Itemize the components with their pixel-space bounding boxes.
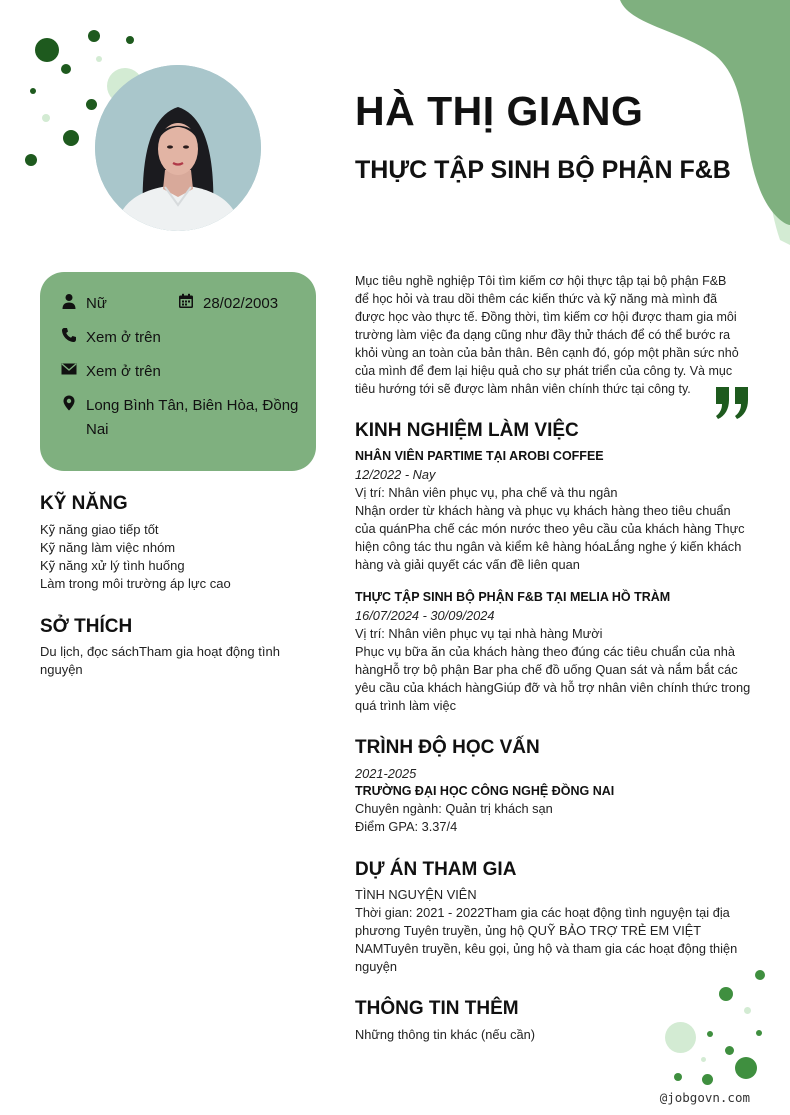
decorative-dot: [719, 987, 733, 1001]
address-value: [86, 394, 298, 442]
decorative-dot: [61, 64, 71, 74]
list-item: Kỹ năng làm việc nhóm: [40, 540, 176, 555]
list-item: Kỹ năng xử lý tình huống: [40, 558, 185, 573]
hobbies-title: SỞ THÍCH: [40, 616, 133, 637]
phone-icon: [61, 327, 77, 343]
watermark: @jobgovn.com: [659, 1090, 750, 1105]
experience-title: KINH NGHIỆM LÀM VIỆC: [355, 420, 579, 441]
education-major: Chuyên ngành: Quản trị khách sạn: [355, 801, 553, 816]
decorative-dot: [725, 1046, 734, 1055]
decorative-dot: [30, 88, 36, 94]
decorative-dot: [86, 99, 97, 110]
objective-line: được học vào thực tế. Đồng thời, tìm kiếm cơ hội được tham gia môi: [355, 310, 737, 324]
job-period: 12/2022 - Nay: [355, 467, 436, 482]
decorative-blob: [620, 0, 790, 250]
job-line: hàngHỗ trợ bộ phận Bar pha chế đồ uống Quan sát và nắm bắt các: [355, 662, 738, 677]
job-line: Nhận order từ khách hàng và phục vụ khách hàng theo tiêu chuẩn: [355, 503, 731, 518]
decorative-dot: [707, 1031, 713, 1037]
skills-list: [40, 521, 310, 593]
hobbies-text: [40, 643, 310, 679]
decorative-dot: [755, 970, 765, 980]
person-icon: [61, 293, 77, 309]
email-row: [61, 360, 161, 384]
education-title: TRÌNH ĐỘ HỌC VẤN: [355, 737, 540, 758]
objective-line: để học hỏi và trau dồi thêm các kiến thức và kỹ năng mà mình đã: [355, 292, 718, 306]
address-line: Long Bình Tân, Biên Hòa, Đồng: [86, 397, 299, 414]
email-value: Xem ở trên: [86, 363, 161, 380]
quote-mark-icon: [714, 385, 752, 421]
objective-line: Mục tiêu nghề nghiệp Tôi tìm kiếm cơ hội thực tập tại bộ phận F&B: [355, 274, 727, 288]
decorative-dot: [674, 1073, 682, 1081]
address-line: Nai: [86, 421, 109, 438]
career-objective: [355, 272, 751, 398]
education-period: 2021-2025: [355, 766, 417, 781]
job-details: [355, 484, 751, 574]
education-gpa: Điểm GPA: 3.37/4: [355, 819, 458, 834]
decorative-dot: [42, 114, 50, 122]
location-pin-icon: [61, 395, 77, 411]
gender-value: Nữ: [86, 295, 107, 312]
calendar-icon: [178, 293, 194, 309]
job-line: quá trình làm việc: [355, 698, 457, 713]
phone-value: Xem ở trên: [86, 329, 161, 346]
project-line: phương Tuyên truyền, ủng hộ QUỸ BẢO TRỢ TRẺ EM VIỆT: [355, 923, 702, 938]
birthdate-value: 28/02/2003: [203, 295, 279, 312]
objective-line: tiêu hướng tới sẽ được làm nhân viên chính thức tại công ty.: [355, 382, 691, 396]
candidate-position: THỰC TẬP SINH BỘ PHẬN F&B: [355, 156, 731, 184]
gender-row: [61, 292, 107, 316]
hobbies-line: nguyện: [40, 662, 83, 677]
hobbies-line: Du lịch, đọc sáchTham gia hoạt động tình: [40, 644, 280, 659]
job-title: NHÂN VIÊN PARTIME TẠI AROBI COFFEE: [355, 449, 604, 463]
decorative-dot: [126, 36, 134, 44]
job-line: Phục vụ bữa ăn của khách hàng theo đúng các tiêu chuẩn của nhà: [355, 644, 735, 659]
job-line: hàng và giải quyết các vấn đề liên quan: [355, 557, 580, 572]
address-row: [61, 394, 301, 442]
job-title: THỰC TẬP SINH BỘ PHẬN F&B TẠI MELIA HỒ TRÀM: [355, 590, 671, 604]
project-line: NAMTuyên truyền, kêu gọi, ủng hộ và tham gia các hoạt động thiện: [355, 941, 738, 956]
job-line: Vị trí: Nhân viên phục vụ, pha chế và thu ngân: [355, 485, 618, 500]
list-item: Kỹ năng giao tiếp tốt: [40, 522, 159, 537]
list-item: Làm trong môi trường áp lực cao: [40, 576, 231, 591]
job-details: [355, 625, 751, 715]
decorative-dot: [35, 38, 59, 62]
decorative-dot: [96, 56, 102, 62]
decorative-dot: [735, 1057, 757, 1079]
decorative-dot: [756, 1030, 762, 1036]
project-line: Thời gian: 2021 - 2022Tham gia các hoạt động tình nguyện tại địa: [355, 905, 730, 920]
phone-row: [61, 326, 161, 350]
extra-info-title: THÔNG TIN THÊM: [355, 998, 519, 1019]
job-line: Vị trí: Nhân viên phục vụ tại nhà hàng Mười: [355, 626, 603, 641]
objective-line: của mình để đem lại hiệu quả cho sự phát triển của công ty. Và mục: [355, 364, 733, 378]
decorative-dot: [701, 1057, 706, 1062]
avatar: [95, 65, 261, 231]
project-line: nguyện: [355, 959, 397, 974]
project-details: [355, 904, 747, 976]
decorative-dot: [25, 154, 37, 166]
job-line: yêu cầu của khách hàngGiúp đỡ và hỗ trợ nhân viên chính thức trong: [355, 680, 751, 695]
job-line: của quánPha chế các món nước theo yêu cầu của khách hàng Thực: [355, 521, 745, 536]
school-name: TRƯỜNG ĐẠI HỌC CÔNG NGHỆ ĐỒNG NAI: [355, 784, 615, 798]
job-line: hiện công tác thu ngân và kiểm kê hàng hóaLắng nghe ý kiến khách: [355, 539, 742, 554]
decorative-dot: [744, 1007, 751, 1014]
objective-line: trường làm việc đa dạng cũng như đầy thử thách để có thể bước ra: [355, 328, 731, 342]
objective-line: khỏi vùng an toàn của bản thân. Bên cạnh đó, góp một phần sức nhỏ: [355, 346, 739, 360]
decorative-dot: [665, 1022, 696, 1053]
project-role: TÌNH NGUYỆN VIÊN: [355, 887, 477, 902]
skills-title: KỸ NĂNG: [40, 493, 128, 514]
decorative-dot: [702, 1074, 713, 1085]
decorative-dot: [88, 30, 100, 42]
job-period: 16/07/2024 - 30/09/2024: [355, 608, 495, 623]
candidate-name: HÀ THỊ GIANG: [355, 88, 644, 134]
birthdate-row: [178, 292, 278, 316]
mail-icon: [61, 361, 77, 377]
decorative-dot: [63, 130, 79, 146]
projects-title: DỰ ÁN THAM GIA: [355, 859, 517, 880]
extra-info-text: Những thông tin khác (nếu cần): [355, 1027, 536, 1042]
